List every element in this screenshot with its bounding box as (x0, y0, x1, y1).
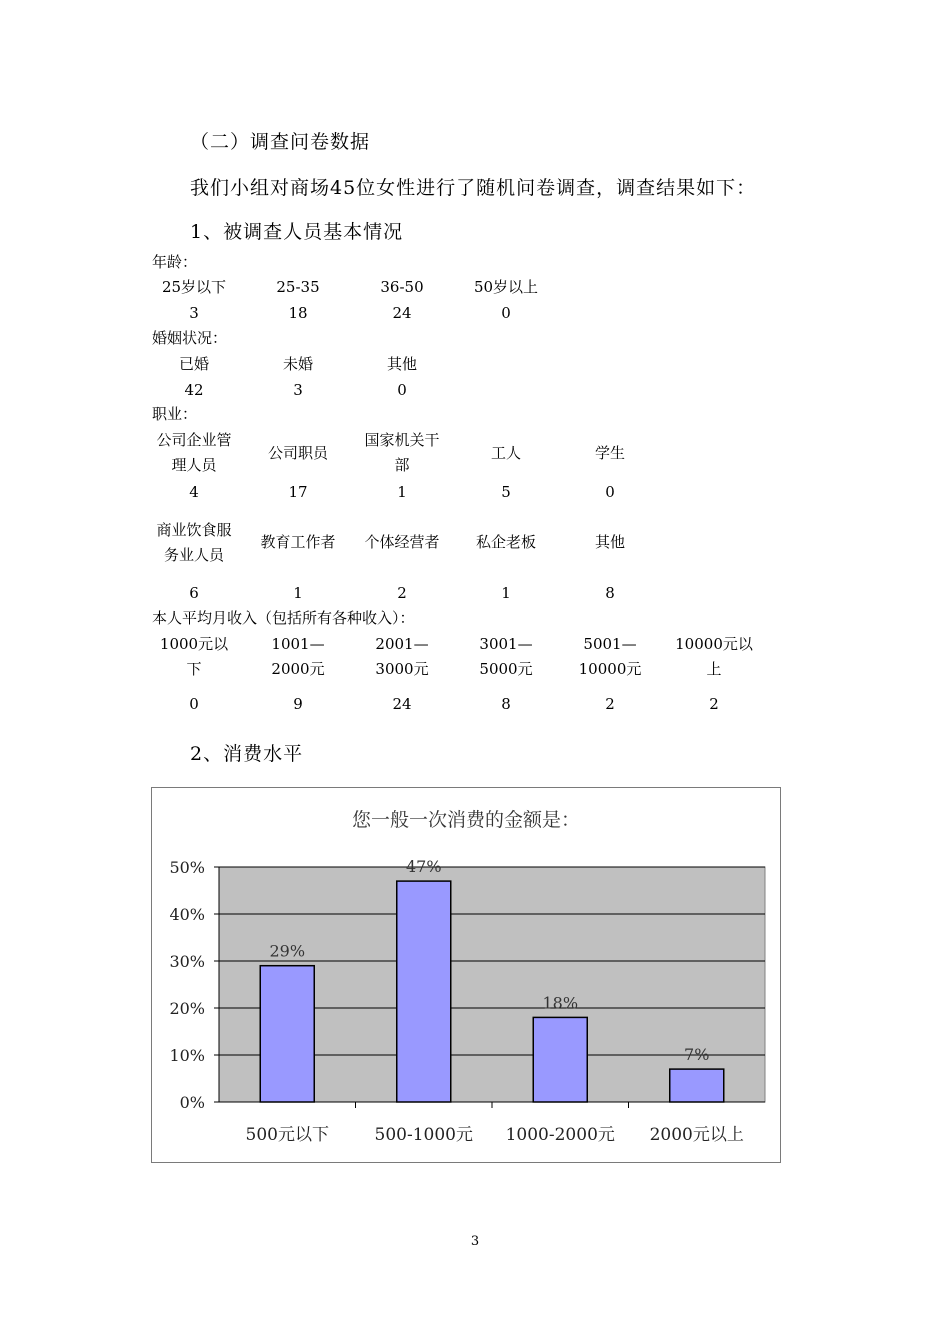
age-header: 25-35 (276, 278, 320, 296)
occupation-header: 公司职员 (267, 443, 328, 462)
plot-area (169, 857, 765, 1145)
y-tick-label: 10% (169, 1046, 205, 1065)
y-tick-label: 0% (179, 1093, 205, 1112)
occupation-value: 6 (189, 584, 199, 602)
data-label: 7% (684, 1045, 710, 1065)
chart-title: 您一般一次消费的金额是： (351, 809, 581, 831)
x-tick-label: 2000元以上 (649, 1125, 744, 1145)
age-value: 3 (189, 304, 199, 322)
marital-label: 婚姻状况： (152, 329, 228, 347)
income-header: 3001—5000元 (479, 635, 533, 678)
section-title: （二）调查问卷数据 (190, 131, 371, 153)
occupation-value: 0 (605, 483, 615, 501)
income-value: 24 (392, 695, 412, 713)
occupation-value: 4 (189, 483, 199, 501)
y-tick-label: 20% (169, 999, 205, 1018)
bar (533, 1017, 587, 1102)
data-label: 29% (269, 941, 306, 961)
sub1-title: 1、被调查人员基本情况 (190, 221, 404, 243)
age-value: 0 (501, 304, 511, 322)
occupation-value: 1 (397, 483, 407, 501)
bar (260, 966, 314, 1102)
bar (670, 1069, 724, 1102)
occupation-value: 8 (605, 584, 615, 602)
occupation-header: 商业饮食服务业人员 (156, 520, 232, 564)
y-tick-label: 30% (169, 952, 205, 971)
marital-value: 0 (397, 381, 407, 399)
intro-text: 我们小组对商场45位女性进行了随机问卷调查，调查结果如下： (190, 177, 757, 199)
occupation-value: 17 (288, 483, 308, 501)
age-header: 50岁以上 (473, 278, 539, 296)
occupation-header: 私企老板 (475, 533, 536, 551)
x-tick-label: 500元以下 (245, 1125, 329, 1145)
y-tick-label: 40% (169, 905, 205, 924)
age-label: 年龄： (152, 253, 198, 271)
spending-bar-chart (152, 788, 780, 1162)
data-label: 18% (542, 993, 579, 1013)
marital-value: 3 (293, 381, 303, 399)
bar (397, 881, 451, 1102)
x-tick-label: 500-1000元 (374, 1125, 473, 1145)
marital-header: 其他 (386, 355, 417, 373)
income-value: 0 (189, 695, 199, 713)
occupation-header: 工人 (490, 443, 521, 462)
income-value: 2 (605, 695, 615, 713)
occupation-value: 1 (293, 584, 303, 602)
income-label: 本人平均月收入（包括所有各种收入）： (152, 609, 415, 627)
income-header: 1000元以下 (159, 635, 229, 678)
y-tick-label: 50% (169, 858, 205, 877)
spending-chart-frame (151, 787, 781, 1163)
occupation-header: 公司企业管理人员 (156, 431, 232, 474)
occupation-value: 5 (501, 483, 511, 501)
age-value: 24 (392, 304, 412, 322)
income-header: 2001—3000元 (375, 635, 429, 678)
income-value: 8 (501, 695, 511, 713)
age-value: 18 (288, 304, 308, 322)
occupation-header: 个体经营者 (364, 533, 440, 551)
occupation-value: 2 (397, 584, 407, 602)
occupation-label: 职业： (152, 405, 198, 423)
occupation-header: 其他 (594, 533, 625, 551)
occupation-header: 学生 (594, 443, 625, 462)
income-header: 1001—2000元 (271, 635, 325, 678)
occupation-header: 国家机关干部 (364, 431, 440, 474)
page-number: 3 (470, 1234, 480, 1249)
marital-header: 未婚 (282, 355, 313, 373)
age-header: 36-50 (380, 278, 424, 296)
sub2-title: 2、消费水平 (190, 743, 304, 765)
income-value: 2 (709, 695, 719, 713)
age-header: 25岁以下 (161, 278, 227, 296)
marital-value: 42 (184, 381, 204, 399)
marital-header: 已婚 (178, 355, 209, 373)
occupation-header: 教育工作者 (260, 533, 336, 551)
data-label: 47% (405, 857, 442, 877)
x-tick-label: 1000-2000元 (505, 1125, 615, 1145)
occupation-value: 1 (501, 584, 511, 602)
income-header: 5001—10000元 (578, 635, 642, 678)
income-value: 9 (293, 695, 303, 713)
income-header: 10000元以上 (675, 635, 753, 678)
